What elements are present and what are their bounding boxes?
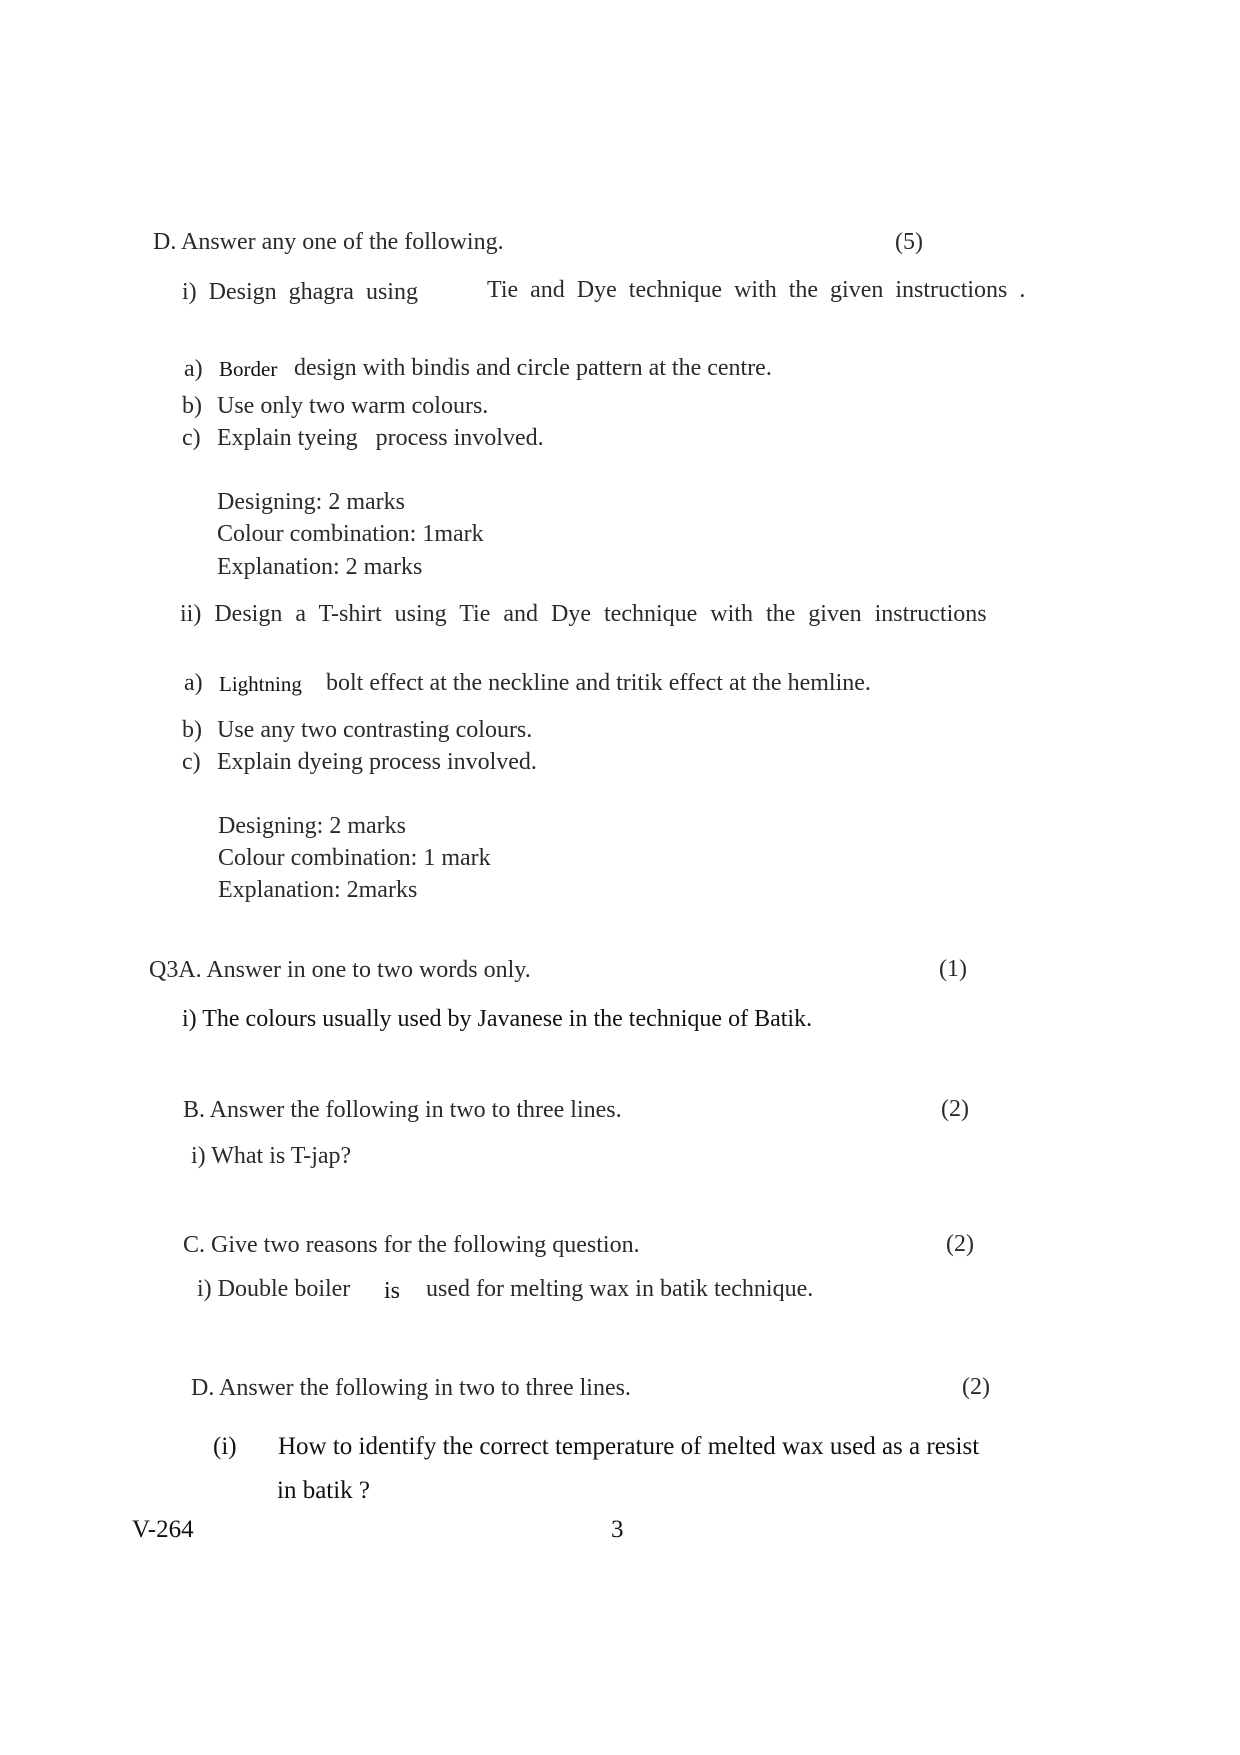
q2-scheme-designing: Designing: 2 marks [218, 813, 406, 839]
q3a-question: i) The colours usually used by Javanese in the technique of Batik. [182, 1006, 813, 1032]
section-d-marks: (5) [895, 229, 923, 255]
q3d-question-line1: How to identify the correct temperature of melted wax used as a resist [278, 1433, 980, 1460]
q3c-question-pre: i) Double boiler [197, 1276, 351, 1302]
q1-item-a-text: design with bindis and circle pattern at the centre. [294, 355, 772, 381]
q2-item-c-label: c) [182, 749, 201, 775]
q3d-number: (i) [213, 1433, 237, 1460]
q1-item-a-label: a) [184, 356, 203, 382]
q3c-marks: (2) [946, 1231, 974, 1257]
q3a-marks: (1) [939, 956, 967, 982]
q1-scheme-explanation: Explanation: 2 marks [217, 554, 423, 580]
q3a-heading: Q3A. Answer in one to two words only. [149, 957, 531, 983]
q3d-heading: D. Answer the following in two to three lines. [191, 1375, 631, 1401]
q1-item-b-label: b) [182, 393, 202, 419]
q1-scheme-designing: Designing: 2 marks [217, 489, 405, 515]
q3d-question-line2: in batik ? [277, 1477, 371, 1504]
q2-scheme-explanation: Explanation: 2marks [218, 877, 418, 903]
q3b-question: i) What is T-jap? [191, 1143, 352, 1169]
section-d-heading: D. Answer any one of the following. [153, 229, 504, 255]
q2-item-b-label: b) [182, 717, 202, 743]
page-number: 3 [611, 1516, 624, 1543]
q3b-heading: B. Answer the following in two to three lines. [183, 1097, 622, 1123]
q3c-question-post: used for melting wax in batik technique. [426, 1276, 814, 1302]
q2-item-a-text: bolt effect at the neckline and tritik effect at the hemline. [326, 670, 871, 696]
question-i-prefix: i) Design ghagra using [182, 279, 418, 305]
q2-item-a-label: a) [184, 670, 203, 696]
q3d-marks: (2) [962, 1374, 990, 1400]
q2-item-b-text: Use any two contrasting colours. [217, 717, 533, 743]
q2-scheme-colour: Colour combination: 1 mark [218, 845, 491, 871]
q3c-heading: C. Give two reasons for the following question. [183, 1232, 640, 1258]
q1-item-c-text: Explain tyeing process involved. [217, 425, 544, 451]
q1-item-a-lead: Border [219, 357, 278, 381]
paper-code: V-264 [132, 1516, 194, 1543]
q1-item-b-text: Use only two warm colours. [217, 393, 489, 419]
q1-item-c-label: c) [182, 425, 201, 451]
q2-item-a-lead: Lightning [219, 672, 302, 696]
q2-item-c-text: Explain dyeing process involved. [217, 749, 537, 775]
question-i-rest: Tie and Dye technique with the given instructions . [487, 277, 1026, 303]
q3c-question-is: is [384, 1278, 401, 1304]
q1-scheme-colour: Colour combination: 1mark [217, 521, 484, 547]
question-ii: ii) Design a T-shirt using Tie and Dye technique with the given instructions [180, 601, 987, 627]
q3b-marks: (2) [941, 1096, 969, 1122]
